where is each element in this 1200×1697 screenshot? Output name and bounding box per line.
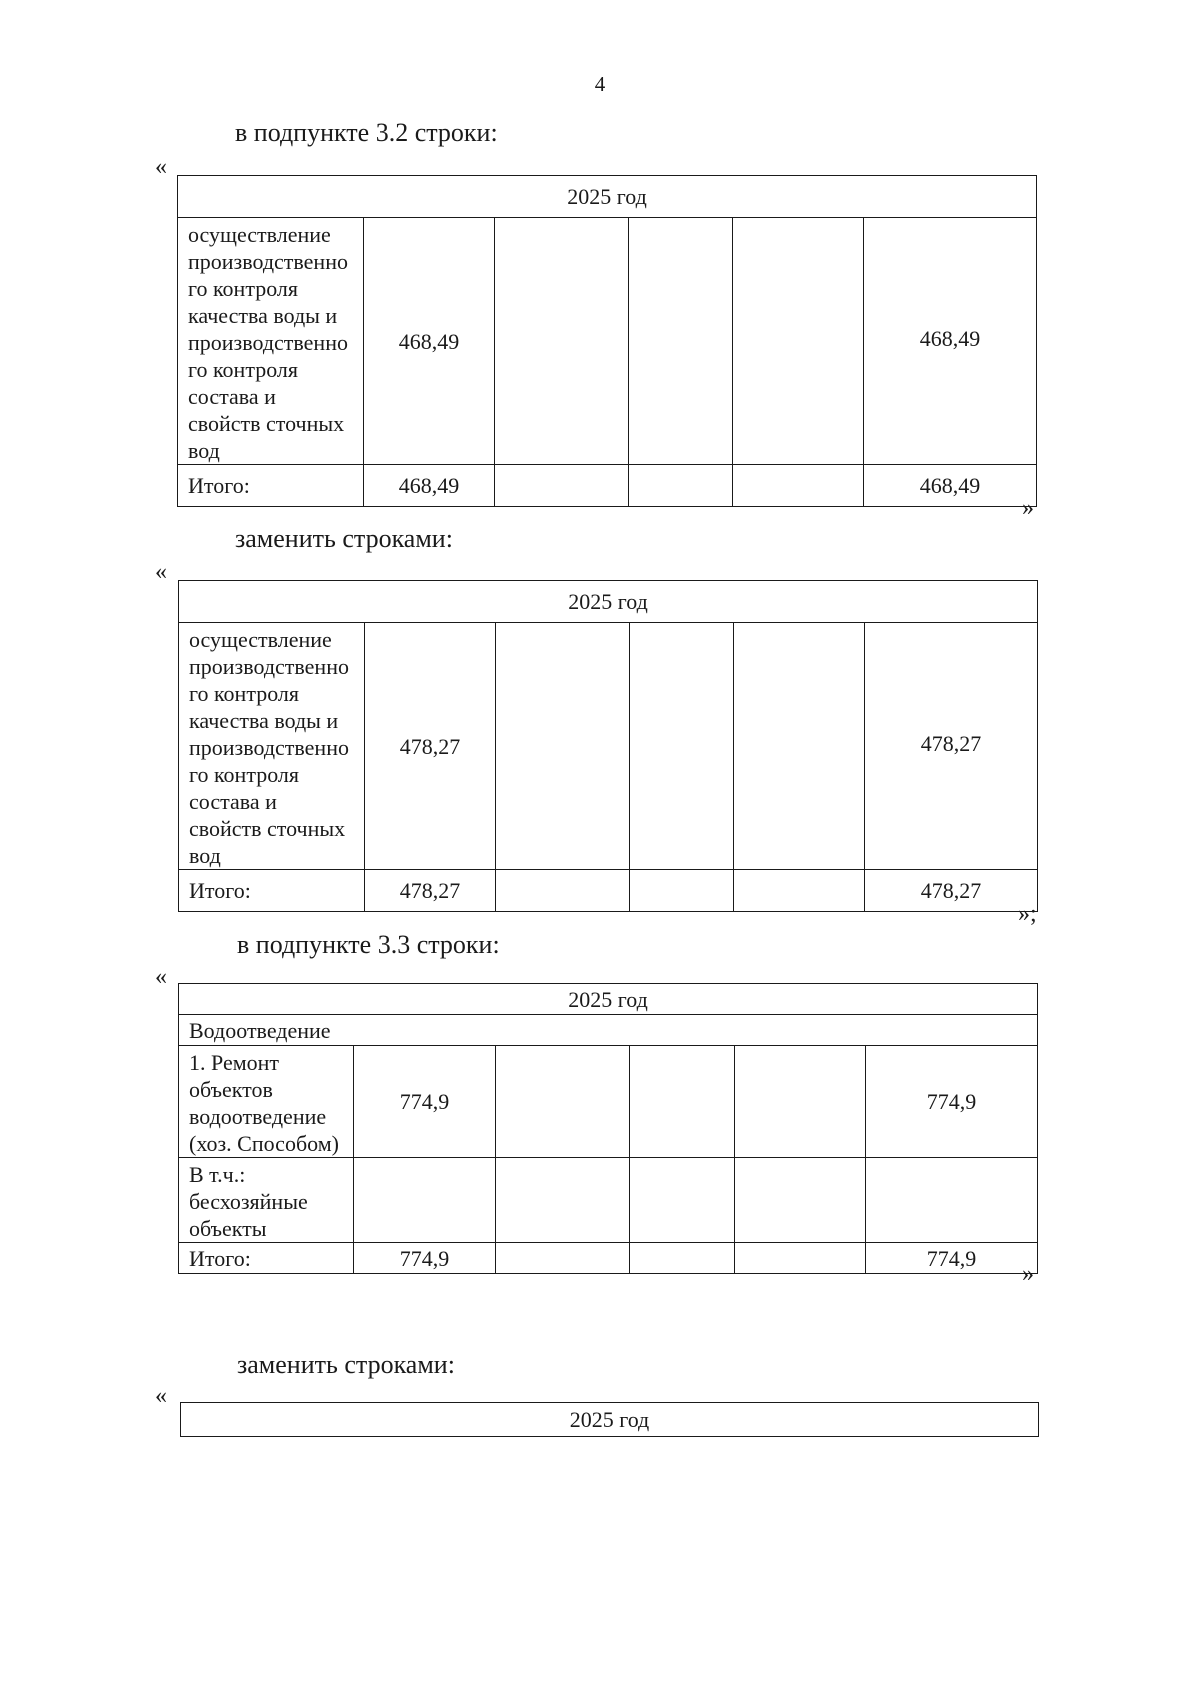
year-header: 2025 год: [179, 984, 1038, 1015]
empty-cell: [734, 870, 865, 912]
empty-cell: [734, 623, 865, 870]
row-total: 468,49: [864, 218, 1037, 465]
close-quote: »: [1022, 495, 1034, 521]
year-header: 2025 год: [179, 581, 1038, 623]
empty-cell: [496, 1158, 630, 1243]
total-value: 478,27: [365, 870, 496, 912]
total-label: Итого:: [178, 465, 364, 507]
empty-cell: [630, 1046, 735, 1158]
total-value: 774,9: [354, 1243, 496, 1274]
empty-cell: [496, 1243, 630, 1274]
row-description: осуществление производственно го контроля качества воды и производственно го контроля состава и свойств сточных вод: [178, 218, 364, 465]
year-header: 2025 год: [178, 176, 1037, 218]
empty-cell: [496, 870, 630, 912]
section-heading-3-3: в подпункте 3.3 строки:: [237, 930, 500, 959]
row-description: В т.ч.: бесхозяйные объекты: [179, 1158, 354, 1243]
row-total: 774,9: [866, 1046, 1038, 1158]
empty-cell: [630, 1243, 735, 1274]
row-description: 1. Ремонт объектов водоотведение (хоз. Способом): [179, 1046, 354, 1158]
empty-cell: [630, 623, 734, 870]
open-quote: «: [155, 559, 167, 585]
close-quote: »;: [1018, 901, 1037, 927]
total-label: Итого:: [179, 1243, 354, 1274]
empty-cell: [630, 870, 734, 912]
table-3-2-original: [177, 175, 1037, 507]
row-value: 468,49: [364, 218, 495, 465]
empty-cell: [354, 1158, 496, 1243]
empty-cell: [733, 218, 864, 465]
empty-cell: [495, 465, 629, 507]
total-label: Итого:: [179, 870, 365, 912]
empty-cell: [735, 1158, 866, 1243]
row-description: осуществление производственно го контроля качества воды и производственно го контроля состава и свойств сточных вод: [179, 623, 365, 870]
table-3-2-replacement: [178, 580, 1038, 912]
year-header: 2025 год: [181, 1403, 1039, 1437]
empty-cell: [630, 1158, 735, 1243]
empty-cell: [495, 218, 629, 465]
section-heading-replace: заменить строками:: [235, 524, 453, 553]
empty-cell: [733, 465, 864, 507]
section-heading-replace: заменить строками:: [237, 1350, 455, 1379]
page-number: 4: [594, 72, 606, 96]
row-value: 774,9: [354, 1046, 496, 1158]
table-3-3-replacement: [180, 1402, 1039, 1437]
table-3-3-original: [178, 983, 1038, 1274]
empty-cell: [735, 1046, 866, 1158]
row-value: 478,27: [365, 623, 496, 870]
empty-cell: [629, 218, 733, 465]
close-quote: »: [1022, 1261, 1034, 1287]
total-value: 468,49: [364, 465, 495, 507]
empty-cell: [629, 465, 733, 507]
empty-cell: [866, 1158, 1038, 1243]
empty-cell: [496, 623, 630, 870]
total-sum: 774,9: [866, 1243, 1038, 1274]
total-sum: 468,49: [864, 465, 1037, 507]
row-total: 478,27: [865, 623, 1038, 870]
group-label: Водоотведение: [179, 1015, 1038, 1046]
section-heading-3-2: в подпункте 3.2 строки:: [235, 118, 498, 147]
open-quote: «: [155, 154, 167, 180]
open-quote: «: [155, 964, 167, 990]
empty-cell: [735, 1243, 866, 1274]
total-sum: 478,27: [865, 870, 1038, 912]
empty-cell: [496, 1046, 630, 1158]
open-quote: «: [155, 1383, 167, 1409]
